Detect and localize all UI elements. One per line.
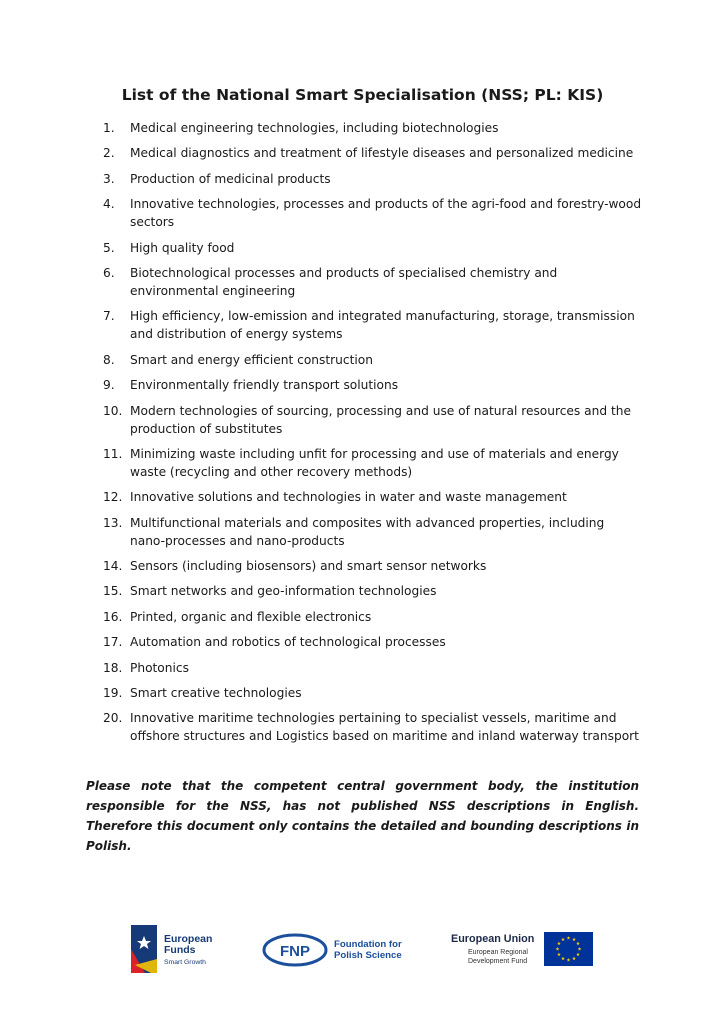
footer-logos xyxy=(0,925,725,975)
item-text: Sensors (including biosensors) and smart sensor networks xyxy=(130,559,487,574)
list-item xyxy=(103,557,643,575)
european-funds-flag-icon xyxy=(131,925,159,973)
list-item xyxy=(103,582,643,600)
item-text: Smart networks and geo-information technologies xyxy=(130,584,437,599)
item-number: 19. xyxy=(103,686,123,701)
fnp-text xyxy=(334,939,402,961)
item-text: Innovative technologies, processes and products of the agri-food and forestry-wood sectors xyxy=(130,197,642,230)
fnp-line1: Foundation for xyxy=(334,939,402,950)
list-item xyxy=(103,514,643,550)
item-text: Smart and energy efficient construction xyxy=(130,352,373,367)
list-item xyxy=(103,659,643,677)
item-text: Innovative solutions and technologies in water and waste management xyxy=(130,490,567,505)
eu-sub-line1: European Regional xyxy=(468,949,528,956)
item-number: 12. xyxy=(103,490,123,505)
list-item xyxy=(103,307,643,343)
item-number: 17. xyxy=(103,635,123,650)
note-paragraph: Please note that the competent central government body, the institution responsible for the NSS, has not published NSS descriptions in English. Therefore this document only contains the detailed and bounding descriptions in Polish. xyxy=(86,779,639,853)
list-item xyxy=(103,684,643,702)
eu-title: European Union xyxy=(451,933,535,945)
item-number: 7. xyxy=(103,309,115,324)
eu-sub-line2: Development Fund xyxy=(468,958,528,965)
list-item xyxy=(103,264,643,300)
item-number: 2. xyxy=(103,146,115,161)
list-item xyxy=(103,119,643,137)
item-text: High quality food xyxy=(130,240,235,255)
item-number: 16. xyxy=(103,609,123,624)
fnp-logo xyxy=(262,925,412,975)
list-item xyxy=(103,170,643,188)
item-number: 9. xyxy=(103,378,115,393)
item-number: 5. xyxy=(103,240,115,255)
eu-logo xyxy=(451,925,601,975)
fnp-line2: Polish Science xyxy=(334,950,402,961)
item-text: Printed, organic and flexible electronics xyxy=(130,609,372,624)
list-item xyxy=(103,633,643,651)
european-funds-subtitle: Smart Growth xyxy=(164,959,206,966)
item-text: Automation and robotics of technological processes xyxy=(130,635,446,650)
european-funds-line2: Funds xyxy=(164,944,196,956)
european-funds-line1: European xyxy=(164,933,213,945)
list-item xyxy=(103,351,643,369)
list-item xyxy=(103,709,643,745)
item-number: 6. xyxy=(103,265,115,280)
list-item xyxy=(103,402,643,438)
item-number: 1. xyxy=(103,121,115,135)
item-number: 3. xyxy=(103,171,115,186)
item-text: Production of medicinal products xyxy=(130,171,331,186)
nss-list xyxy=(103,119,643,753)
european-funds-title xyxy=(164,934,212,956)
item-number: 18. xyxy=(103,660,123,675)
item-text: Smart creative technologies xyxy=(130,686,302,701)
list-item xyxy=(103,445,643,481)
list-item xyxy=(103,376,643,394)
list-item xyxy=(103,608,643,626)
item-number: 14. xyxy=(103,559,123,574)
item-text: High efficiency, low-emission and integrated manufacturing, storage, transmission and distribution of energy systems xyxy=(130,309,635,342)
item-number: 20. xyxy=(103,711,123,726)
item-text: Modern technologies of sourcing, processing and use of natural resources and the production of substitutes xyxy=(130,403,631,436)
list-item xyxy=(103,239,643,257)
fnp-badge-text: FNP xyxy=(280,943,310,960)
item-number: 4. xyxy=(103,197,115,212)
european-funds-logo xyxy=(131,925,231,975)
list-item xyxy=(103,195,643,231)
list-item xyxy=(103,144,643,162)
item-number: 8. xyxy=(103,352,115,367)
item-text: Medical diagnostics and treatment of lifestyle diseases and personalized medicine xyxy=(130,146,634,161)
item-text: Photonics xyxy=(130,660,189,675)
item-text: Environmentally friendly transport solutions xyxy=(130,378,399,393)
document-title: List of the National Smart Specialisation (NSS; PL: KIS) xyxy=(121,86,604,104)
eu-flag-icon xyxy=(544,932,593,966)
eu-subtitle xyxy=(468,948,528,966)
fnp-badge-icon xyxy=(262,933,328,967)
item-text: Biotechnological processes and products of specialised chemistry and environmental engineering xyxy=(130,265,558,298)
item-number: 11. xyxy=(103,446,123,461)
item-text: Minimizing waste including unfit for processing and use of materials and energy waste (recycling and other recovery methods) xyxy=(130,446,619,479)
item-text: Medical engineering technologies, including biotechnologies xyxy=(130,121,499,135)
item-number: 10. xyxy=(103,403,123,418)
item-text: Innovative maritime technologies pertaining to specialist vessels, maritime and offshore structures and Logistics based on maritime and inland waterway transport xyxy=(130,711,639,744)
item-text: Multifunctional materials and composites with advanced properties, including nano-processes and nano-products xyxy=(130,515,605,548)
list-item xyxy=(103,488,643,506)
item-number: 13. xyxy=(103,515,123,530)
item-number: 15. xyxy=(103,584,123,599)
